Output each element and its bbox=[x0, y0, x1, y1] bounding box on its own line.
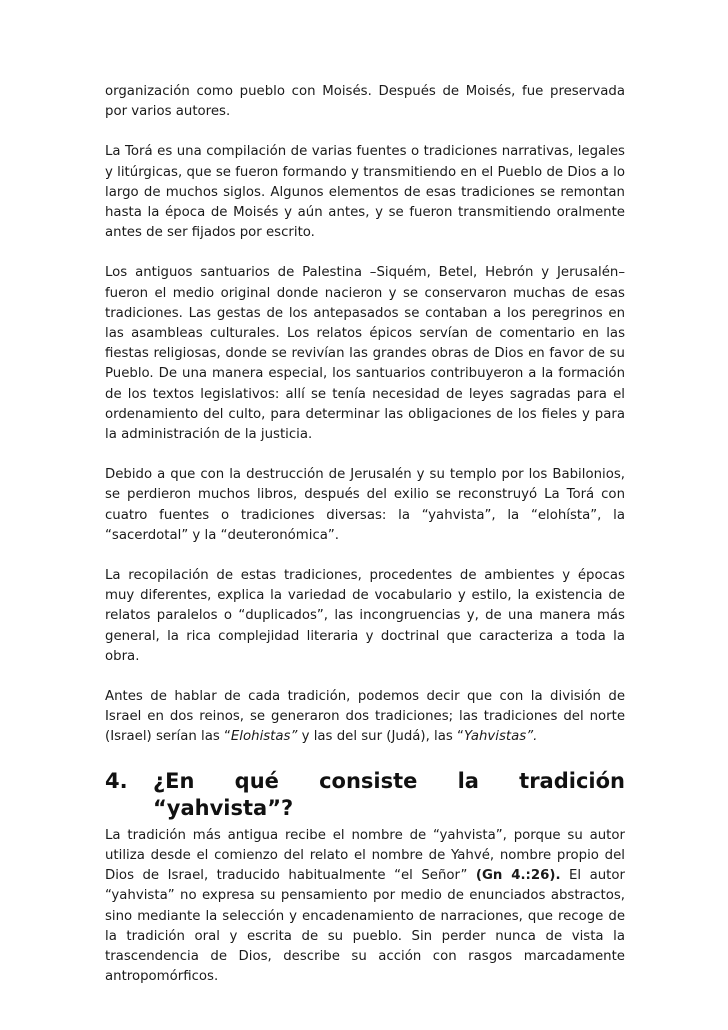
paragraph-7-reference: (Gn 4.:26). bbox=[475, 868, 561, 884]
paragraph-6-italic-elohistas: Elohistas” bbox=[230, 729, 298, 745]
paragraph-7-text-a: La tradición más antigua recibe el nombre de “yahvista”, porque su autor utiliza desde el comienzo del relato el nombre de Yahvé, nombre propio del Dios de Israel, traducido habitualmente “el Señor” bbox=[105, 827, 625, 884]
paragraph-6-italic-yahvistas: Yahvistas”. bbox=[463, 729, 538, 745]
paragraph-3: Los antiguos santuarios de Palestina –Siquém, Betel, Hebrón y Jerusalén– fueron el medio original donde nacieron y se conservaron muchas de esas tradiciones. Las gestas de los antepasados se contaban a los peregrinos en las asambleas culturales. Los relatos épicos servían de comentario en las fiestas religiosas, donde se revivían las grandes obras de Dios en favor de su Pueblo. De una manera especial, los santuarios contribuyeron a la formación de los textos legislativos: allí se tenía necesidad de leyes sagradas para el ordenamiento del culto, para determinar las obligaciones de los fieles y para la administración de la justicia. bbox=[105, 265, 625, 443]
paragraph-1: organización como pueblo con Moisés. Después de Moisés, fue preservada por varios autores. bbox=[105, 84, 625, 120]
section-heading bbox=[105, 768, 625, 822]
paragraph-4: Debido a que con la destrucción de Jerusalén y su templo por los Babilonios, se perdieron muchos libros, después del exilio se reconstruyó La Torá con cuatro fuentes o tradiciones diversas: la “yahvista”, la “elohísta”, la “sacerdotal” y la “deuteronómica”. bbox=[105, 467, 625, 543]
document-page bbox=[105, 82, 625, 1007]
paragraph-2: La Torá es una compilación de varias fuentes o tradiciones narrativas, legales y litúrgicas, que se fueron formando y transmitiendo en el Pueblo de Dios a lo largo de muchos siglos. Algunos elementos de esas tradiciones se remontan hasta la época de Moisés y aún antes, y se fueron transmitiendo oralmente antes de ser fijados por escrito. bbox=[105, 144, 625, 241]
paragraph-6 bbox=[105, 687, 625, 748]
section-title-line-2: “yahvista”? bbox=[153, 795, 294, 820]
section-title bbox=[153, 768, 625, 822]
paragraph-6-text-b: y las del sur (Judá), las “ bbox=[297, 729, 464, 745]
paragraph-7-text-b: El autor “yahvista” no expresa su pensamiento por medio de enunciados abstractos, sino mediante la selección y encadenamiento de narraciones, que recoge de la tradición oral y escrita de su pueblo. Sin perder nunca de vista la trascendencia de Dios, describe su acción con rasgos marcadamente antropomórficos. bbox=[105, 868, 625, 985]
paragraph-7 bbox=[105, 826, 625, 988]
section-number: 4. bbox=[105, 768, 128, 793]
section-title-line-1: ¿En qué consiste la tradición bbox=[153, 768, 625, 793]
paragraph-5: La recopilación de estas tradiciones, procedentes de ambientes y épocas muy diferentes, explica la variedad de vocabulario y estilo, la existencia de relatos paralelos o “duplicados”, las incongruencias y, de una manera más general, la rica complejidad literaria y doctrinal que caracteriza a toda la obra. bbox=[105, 568, 625, 664]
paragraph-6-text-a: Antes de hablar de cada tradición, podemos decir que con la división de Israel en dos reinos, se generaron dos tradiciones; las tradiciones del norte (Israel) serían las “ bbox=[105, 689, 625, 745]
